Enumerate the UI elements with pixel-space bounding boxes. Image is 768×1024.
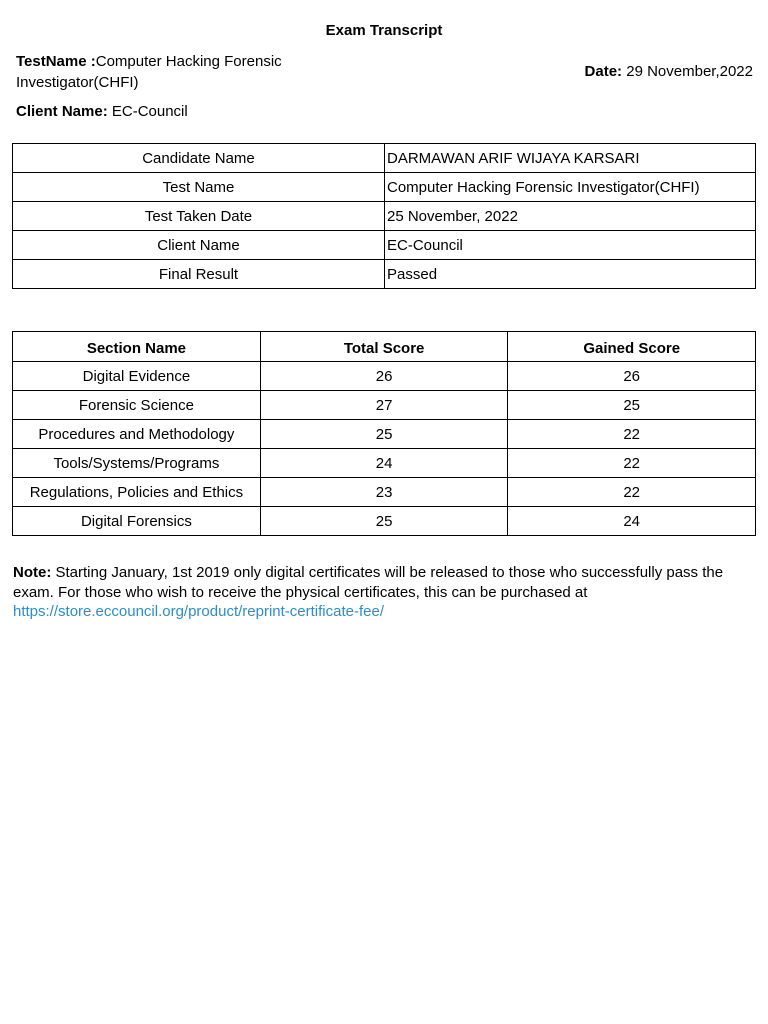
total-score-cell: 23 [260, 478, 508, 507]
info-label: Candidate Name [13, 144, 385, 173]
table-row [13, 362, 756, 391]
table-row [13, 144, 756, 173]
gained-score-cell: 22 [508, 420, 756, 449]
info-value: Passed [385, 260, 756, 289]
info-label: Final Result [13, 260, 385, 289]
section-name-cell: Procedures and Methodology [13, 420, 261, 449]
section-name-cell: Digital Forensics [13, 507, 261, 536]
info-label: Client Name [13, 231, 385, 260]
gained-score-cell: 24 [508, 507, 756, 536]
page-title: Exam Transcript [325, 22, 443, 39]
info-value: DARMAWAN ARIF WIJAYA KARSARI [385, 144, 756, 173]
date-header [585, 63, 753, 80]
gained-score-cell: 25 [508, 391, 756, 420]
note-paragraph [13, 563, 753, 622]
total-score-cell: 27 [260, 391, 508, 420]
total-score-cell: 25 [260, 420, 508, 449]
total-score-cell: 26 [260, 362, 508, 391]
test-name-value: Computer Hacking Forensic Investigator(CHFI) [16, 53, 282, 91]
candidate-info-table [12, 143, 756, 289]
column-header-gained: Gained Score [508, 332, 756, 362]
column-header-section: Section Name [13, 332, 261, 362]
gained-score-cell: 22 [508, 478, 756, 507]
info-label: Test Taken Date [13, 202, 385, 231]
section-name-cell: Digital Evidence [13, 362, 261, 391]
section-name-cell: Forensic Science [13, 391, 261, 420]
total-score-cell: 25 [260, 507, 508, 536]
table-row [13, 420, 756, 449]
section-name-cell: Tools/Systems/Programs [13, 449, 261, 478]
info-value: Computer Hacking Forensic Investigator(CHFI) [385, 173, 756, 202]
column-header-total: Total Score [260, 332, 508, 362]
gained-score-cell: 26 [508, 362, 756, 391]
section-score-table [12, 331, 756, 536]
table-row [13, 260, 756, 289]
info-value: EC-Council [385, 231, 756, 260]
note-text: Starting January, 1st 2019 only digital certificates will be released to those who successfully pass the exam. For those who wish to receive the physical certificates, this can be purchased at [13, 564, 724, 601]
client-value: EC-Council [111, 103, 188, 120]
client-name-header [16, 103, 188, 120]
test-name-header [16, 51, 316, 93]
table-row [13, 478, 756, 507]
table-row [13, 507, 756, 536]
info-value: 25 November, 2022 [385, 202, 756, 231]
reprint-certificate-link[interactable]: https://store.eccouncil.org/product/reprint-certificate-fee/ [13, 603, 385, 620]
table-row [13, 173, 756, 202]
table-row [13, 231, 756, 260]
gained-score-cell: 22 [508, 449, 756, 478]
section-name-cell: Regulations, Policies and Ethics [13, 478, 261, 507]
test-name-label: TestName : [16, 53, 96, 70]
table-header-row [13, 332, 756, 362]
table-row [13, 449, 756, 478]
table-row [13, 391, 756, 420]
date-value: 29 November,2022 [626, 63, 753, 80]
date-label: Date: [584, 63, 623, 80]
table-row [13, 202, 756, 231]
client-label: Client Name: [16, 103, 108, 120]
info-label: Test Name [13, 173, 385, 202]
total-score-cell: 24 [260, 449, 508, 478]
note-label: Note: [13, 564, 52, 581]
